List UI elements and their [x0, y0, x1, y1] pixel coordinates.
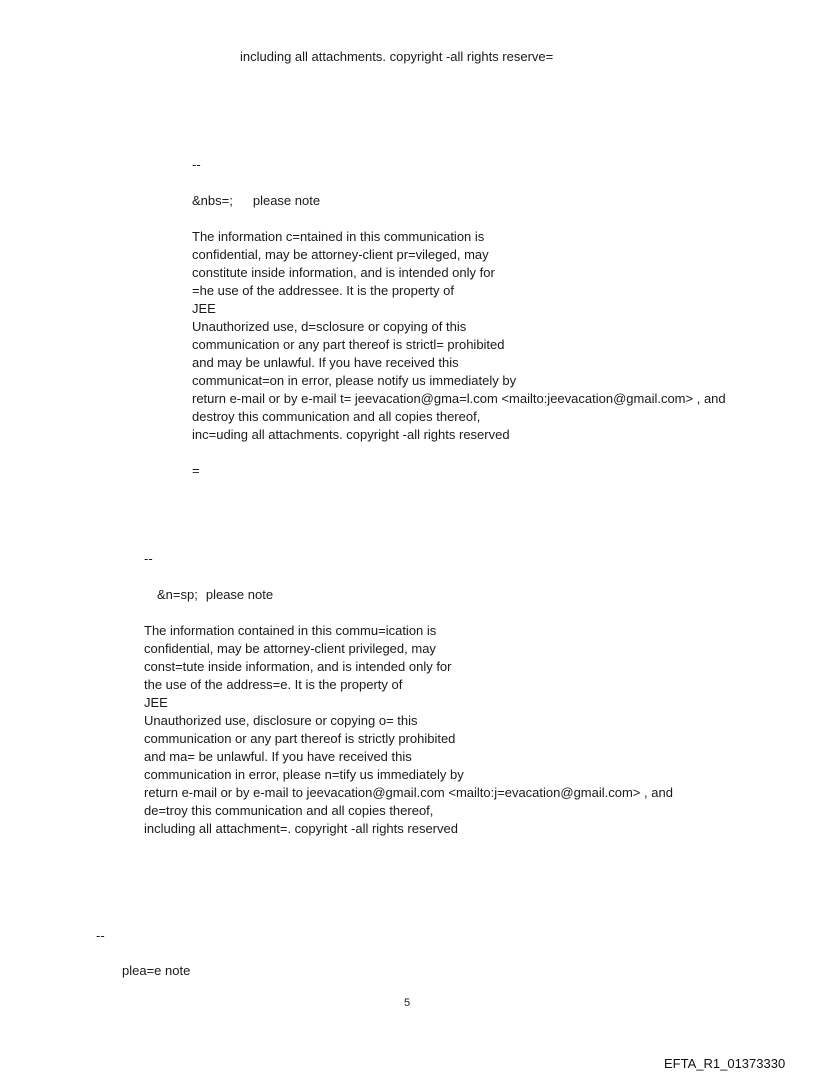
block1-trailing: = — [192, 463, 200, 478]
block2-disclaimer-line: Unauthorized use, disclosure or copying o= this — [144, 713, 418, 728]
block1-disclaimer-line: Unauthorized use, d=sclosure or copying of this — [192, 319, 467, 334]
block2-disclaimer-line: JEE — [144, 695, 168, 710]
block2-disclaimer-line: and ma= be unlawful. If you have received this — [144, 749, 412, 764]
block2-disclaimer-line: return e-mail or by e-mail to jeevacation@gmail.com <mailto:j=evacation@gmail.com> , and — [144, 785, 673, 800]
block2-disclaimer-line: communication in error, please n=tify us immediately by — [144, 767, 464, 782]
block2-disclaimer — [144, 622, 673, 838]
top-line: including all attachments. copyright -all rights reserve= — [240, 49, 554, 64]
block1-separator: -- — [192, 157, 201, 172]
block1-disclaimer — [192, 228, 726, 444]
block1-disclaimer-line: JEE — [192, 301, 216, 316]
block2-note-prefix: &n=sp; — [157, 587, 198, 602]
block1-disclaimer-line: The information c=ntained in this communication is — [192, 229, 485, 244]
block1-disclaimer-line: constitute inside information, and is intended only for — [192, 265, 495, 280]
block1-note-text: please note — [252, 193, 321, 208]
block1-disclaimer-line: communication or any part thereof is strictl= prohibited — [192, 337, 505, 352]
block1-disclaimer-line: inc=uding all attachments. copyright -all rights reserved — [192, 427, 510, 442]
block1-disclaimer-line: confidential, may be attorney-client pr=vileged, may — [192, 247, 489, 262]
block2-note-text: please note — [205, 587, 274, 602]
block1-disclaimer-line: and may be unlawful. If you have received this — [192, 355, 459, 370]
block2-separator: -- — [144, 551, 153, 566]
block2-disclaimer-line: const=tute inside information, and is intended only for — [144, 659, 452, 674]
block2-note-line — [157, 586, 273, 604]
block2-disclaimer-line: including all attachment=. copyright -all rights reserved — [144, 821, 458, 836]
block1-note-prefix: &nbs=; — [192, 193, 233, 208]
block3-note-text: plea=e note — [122, 963, 191, 978]
block1-disclaimer-line: communicat=on in error, please notify us immediately by — [192, 373, 517, 388]
block1-disclaimer-line: destroy this communication and all copies thereof, — [192, 409, 481, 424]
block1-disclaimer-line: return e-mail or by e-mail t= jeevacation@gma=l.com <mailto:jeevacation@gmail.com> , and — [192, 391, 726, 406]
block1-disclaimer-line: =he use of the addressee. It is the property of — [192, 283, 454, 298]
block2-disclaimer-line: the use of the address=e. It is the property of — [144, 677, 403, 692]
block1-note-line — [192, 192, 320, 210]
block2-disclaimer-line: The information contained in this commu=ication is — [144, 623, 437, 638]
block2-disclaimer-line: confidential, may be attorney-client privileged, may — [144, 641, 436, 656]
block2-disclaimer-line: de=troy this communication and all copies thereof, — [144, 803, 434, 818]
block2-disclaimer-line: communication or any part thereof is strictly prohibited — [144, 731, 456, 746]
page-number: 5 — [404, 997, 411, 1009]
block3-separator: -- — [96, 928, 105, 943]
document-id: EFTA_R1_01373330 — [664, 1056, 786, 1071]
